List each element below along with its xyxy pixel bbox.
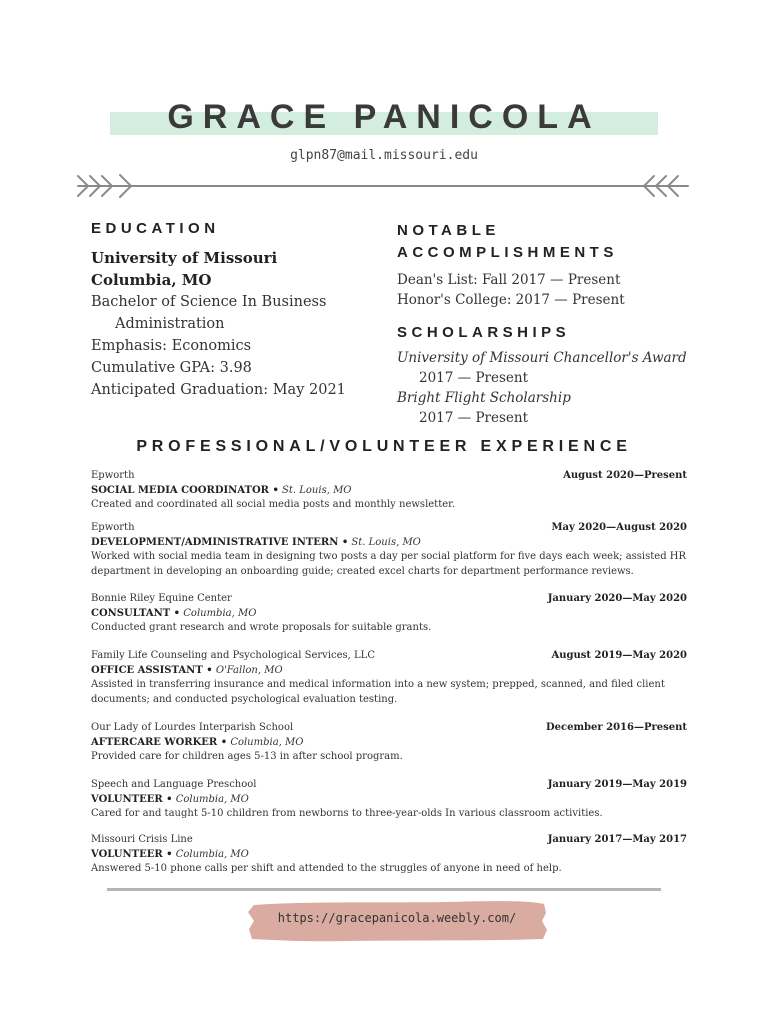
- job-org: Our Lady of Lourdes Interparish School: [91, 722, 294, 733]
- job-description: Created and coordinated all social media posts and monthly newsletter.: [91, 499, 455, 510]
- job-entry: [91, 469, 691, 513]
- job-org: Missouri Crisis Line: [91, 834, 193, 845]
- gpa: Cumulative GPA: 3.98: [91, 360, 252, 376]
- job-location: O'Fallon, MO: [215, 664, 283, 676]
- job-location: Columbia, MO: [183, 607, 257, 619]
- job-description: Conducted grant research and wrote proposals for suitable grants.: [91, 622, 432, 633]
- job-entry: [91, 592, 691, 636]
- job-entry: [91, 521, 691, 579]
- job-date: January 2019—May 2019: [547, 779, 687, 790]
- job-description: Answered 5-10 phone calls per shift and attended to the struggles of anyone in need of help.: [91, 863, 562, 874]
- job-date: January 2017—May 2017: [547, 834, 687, 845]
- job-description: Provided care for children ages 5-13 in after school program.: [91, 751, 403, 762]
- degree-continued: Administration: [115, 316, 225, 332]
- accomplishments-heading-2: ACCOMPLISHMENTS: [397, 244, 618, 261]
- degree: Bachelor of Science In Business: [91, 294, 327, 310]
- job-description: Worked with social media team in designing two posts a day per social platform for five days each week; assisted HR department in developing an onboarding guide; created excel charts for department performance reviews.: [91, 551, 687, 577]
- arrow-divider-icon: [76, 172, 690, 200]
- accomplishment-item: Dean's List: Fall 2017 — Present: [397, 272, 621, 288]
- email-address[interactable]: glpn87@mail.missouri.edu: [290, 148, 478, 163]
- job-date: August 2019—May 2020: [551, 650, 687, 661]
- job-role: VOLUNTEER •: [91, 793, 173, 805]
- emphasis: Emphasis: Economics: [91, 338, 252, 354]
- accomplishment-item: Honor's College: 2017 — Present: [397, 292, 625, 308]
- job-org: Speech and Language Preschool: [91, 779, 257, 790]
- scholarships-heading: SCHOLARSHIPS: [397, 324, 571, 341]
- school-location: Columbia, MO: [91, 271, 212, 289]
- scholarship-name: University of Missouri Chancellor's Award: [397, 350, 687, 366]
- job-role: OFFICE ASSISTANT •: [91, 664, 213, 676]
- job-description: Cared for and taught 5-10 children from newborns to three-year-olds In various classroom activities.: [91, 808, 603, 819]
- job-org: Epworth: [91, 470, 135, 481]
- experience-heading: PROFESSIONAL/VOLUNTEER EXPERIENCE: [136, 438, 632, 455]
- job-date: May 2020—August 2020: [551, 522, 687, 533]
- job-org: Epworth: [91, 522, 135, 533]
- education-heading: EDUCATION: [91, 220, 220, 237]
- job-entry: [91, 833, 691, 877]
- job-location: St. Louis, MO: [351, 536, 421, 548]
- accomplishments-heading: NOTABLE: [397, 222, 500, 239]
- job-date: August 2020—Present: [563, 470, 687, 481]
- job-entry: [91, 649, 691, 707]
- job-location: Columbia, MO: [230, 736, 304, 748]
- scholarship-years: 2017 — Present: [419, 370, 529, 386]
- scholarship-years: 2017 — Present: [419, 410, 529, 426]
- job-location: Columbia, MO: [175, 793, 249, 805]
- school-name: University of Missouri: [91, 249, 278, 267]
- resume-name: GRACE PANICOLA: [167, 98, 601, 136]
- job-role: SOCIAL MEDIA COORDINATOR •: [91, 484, 279, 496]
- job-entry: [91, 778, 691, 822]
- job-org: Bonnie Riley Equine Center: [91, 593, 232, 604]
- scholarship-name: Bright Flight Scholarship: [397, 390, 571, 406]
- job-location: Columbia, MO: [175, 848, 249, 860]
- accomplishments-section: [397, 220, 717, 428]
- job-description: Assisted in transferring insurance and medical information into a new system; prepped, scanned, and filed client documents; and conducted psychological evaluation testing.: [91, 679, 665, 705]
- job-org: Family Life Counseling and Psychological Services, LLC: [91, 650, 375, 661]
- footer-divider: [107, 888, 661, 891]
- education-section: [91, 220, 381, 401]
- job-role: DEVELOPMENT/ADMINISTRATIVE INTERN •: [91, 536, 349, 548]
- job-role: VOLUNTEER •: [91, 848, 173, 860]
- job-location: St. Louis, MO: [282, 484, 352, 496]
- job-date: December 2016—Present: [545, 722, 687, 733]
- job-entry: [91, 721, 691, 765]
- job-role: CONSULTANT •: [91, 607, 181, 619]
- website-link[interactable]: https://gracepanicola.weebly.com/: [277, 911, 517, 925]
- graduation: Anticipated Graduation: May 2021: [91, 382, 346, 398]
- job-role: AFTERCARE WORKER •: [91, 736, 228, 748]
- job-date: January 2020—May 2020: [547, 593, 687, 604]
